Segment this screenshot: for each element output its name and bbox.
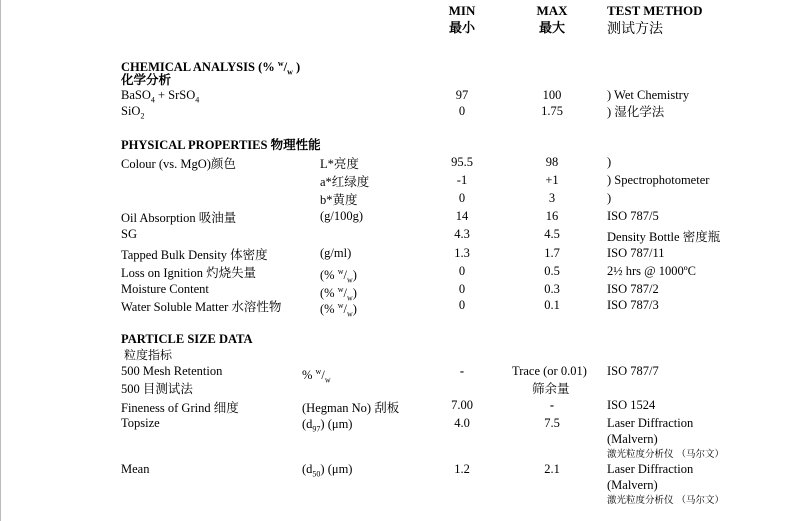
phys-unit-moisture: (% $^w/_w$) — [320, 285, 357, 303]
phys-label: SG — [121, 227, 137, 241]
phys-min: 0 — [458, 298, 466, 312]
header-min-cn: 最小 — [448, 21, 475, 36]
chem-method: ) Wet Chemistry — [607, 88, 690, 102]
mesh-max-cn: 筛余量 — [532, 382, 570, 396]
chem-max: 100 — [542, 88, 562, 102]
header-max: MAX — [536, 3, 568, 18]
colour-max: +1 — [545, 173, 559, 187]
mesh-label: 500 Mesh Retention — [121, 364, 223, 378]
fineness-max: - — [549, 398, 555, 412]
colour-min: 0 — [458, 191, 466, 205]
mesh-min: - — [459, 364, 465, 378]
colour-unit: b*黄度 — [320, 193, 358, 207]
header-min: MIN — [448, 3, 476, 18]
colour-method: ) Spectrophotometer — [607, 173, 710, 187]
phys-label: Moisture Content — [121, 282, 209, 296]
phys-min: 1.3 — [454, 246, 470, 260]
fineness-label: Fineness of Grind 细度 — [121, 401, 239, 415]
phys-method: ISO 787/5 — [607, 209, 659, 223]
colour-min: -1 — [456, 173, 468, 187]
mean-min: 1.2 — [454, 462, 470, 476]
chemical-title: CHEMICAL ANALYSIS (% $^w/_w$ ) — [121, 59, 301, 77]
topsize-max: 7.5 — [544, 416, 560, 430]
chem-min: 97 — [455, 88, 469, 102]
header-test-method-cn: 测试方法 — [607, 21, 663, 37]
topsize-label: Topsize — [121, 416, 160, 430]
mesh-unit: % $^w/_w$ — [302, 367, 331, 385]
topsize-min: 4.0 — [454, 416, 470, 430]
fineness-min: 7.00 — [451, 398, 473, 412]
colour-unit: L*亮度 — [320, 157, 359, 171]
particle-title-cn: 粒度指标 — [124, 348, 173, 362]
phys-method: ISO 787/11 — [607, 246, 665, 260]
phys-unit: (g/ml) — [320, 246, 352, 260]
phys-min: 0 — [458, 264, 466, 278]
phys-max: 0.1 — [544, 298, 560, 312]
chem-method: ) 湿化学法 — [607, 105, 665, 119]
phys-method: 2½ hrs @ 1000ºC — [607, 264, 697, 278]
phys-min: 4.3 — [454, 227, 470, 241]
page-left-border — [0, 0, 1, 521]
topsize-method-cn: 激光粒度分析仪 （马尔文） — [607, 449, 725, 460]
phys-max: 16 — [545, 209, 559, 223]
phys-label: Water Soluble Matter 水溶性物 — [121, 300, 282, 314]
fineness-method: ISO 1524 — [607, 398, 656, 412]
colour-min: 95.5 — [451, 155, 473, 169]
phys-unit: (g/100g) — [320, 209, 364, 223]
header-test-method: TEST METHOD — [607, 3, 703, 18]
topsize-method: Laser Diffraction — [607, 416, 694, 430]
mesh-method: ISO 787/7 — [607, 364, 659, 378]
particle-title: PARTICLE SIZE DATA — [121, 332, 253, 346]
mean-max: 2.1 — [544, 462, 560, 476]
chem-max: 1.75 — [541, 104, 563, 118]
colour-method: ) — [607, 191, 612, 205]
phys-max: 0.3 — [544, 282, 560, 296]
colour-max: 3 — [548, 191, 556, 205]
fineness-unit: (Hegman No) 刮板 — [302, 401, 400, 415]
phys-label: Oil Absorption 吸油量 — [121, 211, 237, 225]
physical-title: PHYSICAL PROPERTIES 物理性能 — [121, 138, 321, 152]
phys-max: 1.7 — [544, 246, 560, 260]
phys-min: 0 — [458, 282, 466, 296]
mesh-label-cn: 500 目测试法 — [121, 382, 193, 396]
topsize-method2: (Malvern) — [607, 432, 658, 446]
chemical-title-cn: 化学分析 — [121, 72, 172, 87]
colour-label: Colour (vs. MgO)颜色 — [121, 157, 236, 171]
chem-min: 0 — [458, 104, 466, 118]
mean-label: Mean — [121, 462, 150, 476]
mean-method-cn: 激光粒度分析仪 （马尔文） — [607, 495, 725, 506]
phys-min: 14 — [455, 209, 469, 223]
phys-max: 4.5 — [544, 227, 560, 241]
header-max-cn: 最大 — [538, 21, 565, 36]
phys-max: 0.5 — [544, 264, 560, 278]
chem-label-baso4: BaSO$_4$ + SrSO$_4$ — [121, 88, 200, 105]
phys-method: ISO 787/2 — [607, 282, 659, 296]
mesh-max: Trace (or 0.01) — [512, 364, 587, 378]
phys-label: Loss on Ignition 灼烧失量 — [121, 266, 257, 280]
chem-label-sio2: SiO$_2$ — [121, 104, 145, 121]
mean-unit: $(d_{50})$ (μm) — [302, 462, 353, 479]
mean-method: Laser Diffraction — [607, 462, 694, 476]
colour-unit: a*红绿度 — [320, 175, 370, 189]
phys-method: Density Bottle 密度瓶 — [607, 230, 721, 244]
colour-max: 98 — [545, 155, 559, 169]
colour-method: ) — [607, 155, 612, 169]
topsize-unit: $(d_{97})$ (μm) — [302, 417, 353, 434]
phys-label: Tapped Bulk Density 体密度 — [121, 248, 268, 262]
phys-method: ISO 787/3 — [607, 298, 659, 312]
phys-unit-loi: (% $^w/_w$) — [320, 267, 357, 285]
phys-unit-water: (% $^w/_w$) — [320, 301, 357, 319]
mean-method2: (Malvern) — [607, 478, 658, 492]
